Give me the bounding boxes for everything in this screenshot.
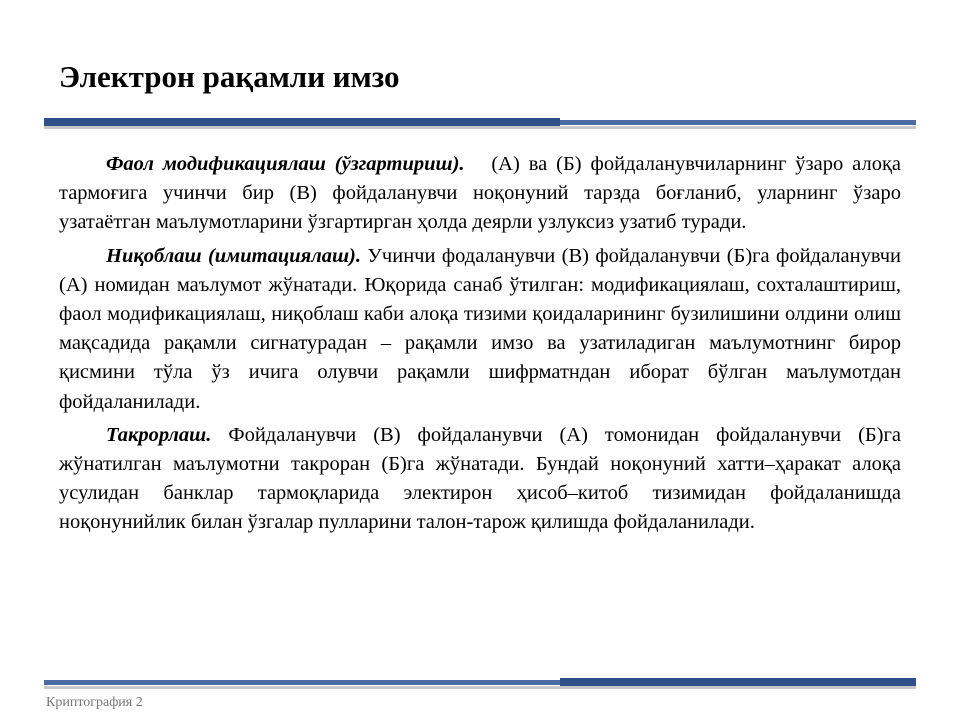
paragraph-replay xyxy=(59,421,901,538)
footer-label: Криптография 2 xyxy=(46,695,143,710)
paragraph-active-modification xyxy=(59,150,907,238)
paragraph-term: Такрорлаш. xyxy=(106,423,212,446)
title-divider xyxy=(44,118,916,130)
footer-divider xyxy=(44,678,916,690)
paragraph-term: Ниқоблаш (имитациялаш). xyxy=(106,244,361,267)
paragraph-term: Фаол модификациялаш (ўзгартириш). xyxy=(106,153,465,175)
paragraph-text: (А) ва (Б) фойдаланувчиларнинг ўзаро алоқа тармоғига учинчи бир (В) фойдаланувчи ноқонуний тарзда боғланиб, уларнинг ўзаро узатаётган маълумотларини ўзгартирган ҳолда деярли узлуксиз узатиб туради. xyxy=(59,153,907,234)
paragraph-masquerade xyxy=(59,242,901,417)
paragraph-text: Учинчи фодаланувчи (В) фойдаланувчи (Б)га фойдаланувчи (А) номидан маълумот жўнатади. Юқорида санаб ўтилган: модификациялаш, сохталаштириш, фаол модификациялаш, ниқоблаш каби алоқа тизими қоидаларининг бузилишини олдини олиш мақсадида рақамли сигнатурадан – рақамли имзо ва узатиладиган маълумотнинг бирор қисмини тўла ўз ичига олувчи рақамли шифрматндан иборат бўлган маълумотдан фойдаланилади. xyxy=(59,244,901,413)
paragraph-text: Фойдаланувчи (В) фойдаланувчи (А) томонидан фойдаланувчи (Б)га жўнатилган маълумотни такроран (Б)га жўнатади. Бундай ноқонуний хатти–ҳаракат алоқа усулидан банклар тармоқларида электирон ҳисоб–китоб тизимидан фойдаланишда ноқонунийлик билан ўзгалар пулларини талон-тарож қилишда фойдаланилади. xyxy=(59,423,901,534)
slide-body xyxy=(59,150,907,542)
slide-title: Электрон рақамли имзо xyxy=(59,59,400,94)
